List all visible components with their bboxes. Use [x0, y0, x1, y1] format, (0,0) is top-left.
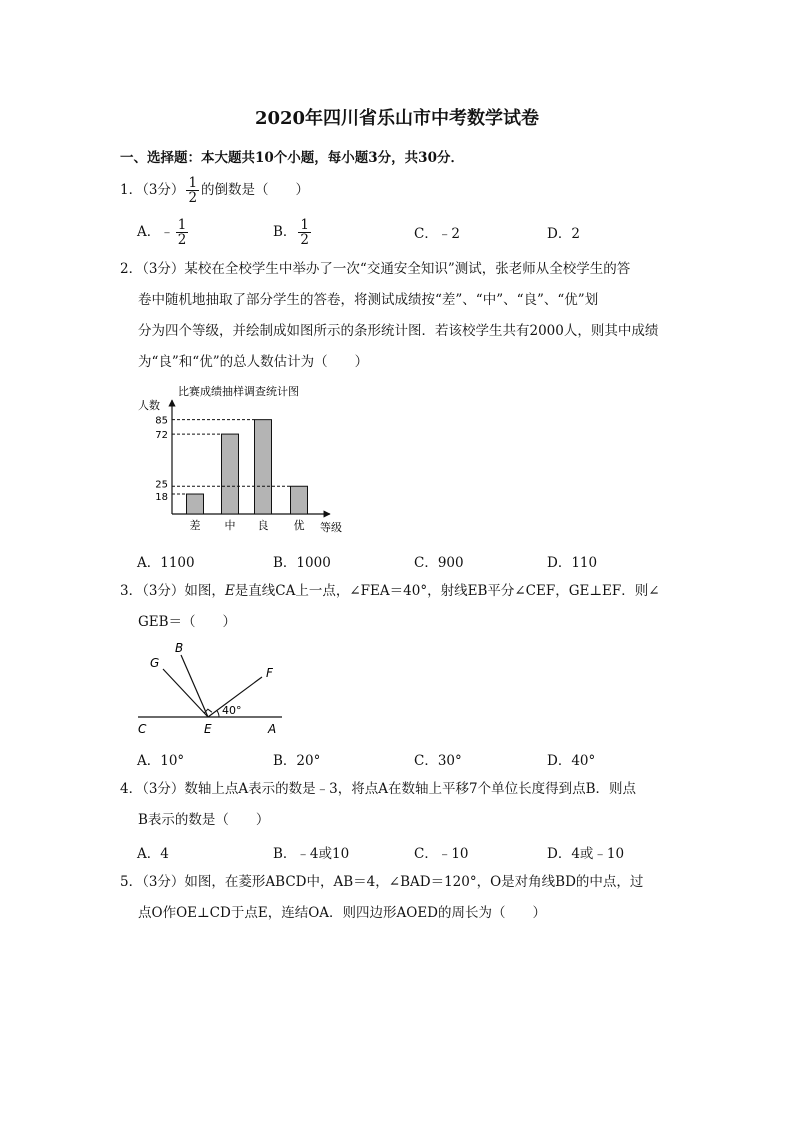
label-a: A	[268, 722, 277, 736]
q3-option-d: D．40°	[547, 753, 596, 769]
q4-option-b: B．﹣4或10	[273, 846, 350, 862]
q4-option-c: C．﹣10	[414, 846, 469, 862]
question-2-line-4: 为“良”和“优”的总人数估计为（ ）	[138, 354, 369, 370]
question-2-line-2: 卷中随机地抽取了部分学生的答卷，将测试成绩按“差”、“中”、“良”、“优”划	[138, 292, 599, 308]
q4-option-a: A．4	[137, 846, 169, 862]
fraction-denominator: 2	[300, 232, 310, 248]
label-b: B	[175, 641, 184, 655]
category-label-1: 差	[189, 519, 201, 532]
q3-option-a: A．10°	[137, 753, 185, 769]
question-3-rest: 是直线CA上一点，∠FEA＝40°，射线EB平分∠CEF，GE⊥EF．则∠	[234, 583, 660, 599]
bar-chart	[130, 378, 360, 543]
fraction-denominator: 2	[188, 190, 198, 206]
option-label: A．	[137, 224, 161, 240]
option-sign: ﹣	[160, 224, 174, 240]
q1-option-d: D．2	[547, 226, 580, 242]
q4-option-d: D．4或﹣10	[547, 846, 625, 862]
question-2-line-1: 2．（3分）某校在全校学生中举办了一次“交通安全知识”测试，张老师从全校学生的答	[120, 261, 631, 277]
question-5-line-2: 点O作OE⊥CD于点E，连结OA．则四边形AOED的周长为（ ）	[138, 905, 547, 921]
category-label-2: 中	[224, 519, 236, 532]
q1-option-b-fraction	[298, 218, 311, 247]
angle-figure	[130, 636, 300, 742]
option-label: B．	[273, 224, 297, 240]
question-4-line-1: 4．（3分）数轴上点A表示的数是﹣3，将点A在数轴上平移7个单位长度得到点B．则点	[120, 781, 637, 797]
question-3-line-1	[120, 582, 660, 600]
bar-3	[255, 420, 272, 514]
q2-option-b: B．1000	[273, 555, 331, 571]
page-title: 2020年四川省乐山市中考数学试卷	[254, 108, 540, 129]
fraction-numerator: 1	[188, 175, 198, 191]
question-1-prefix: 1．（3分）	[120, 182, 185, 198]
y-tick-label-4: 85	[155, 415, 168, 427]
question-1-fraction	[186, 176, 199, 205]
question-1	[120, 176, 309, 205]
ray-eg	[163, 669, 208, 717]
q1-option-a-fraction	[176, 218, 189, 247]
y-tick-label-3: 72	[155, 430, 168, 442]
y-tick-label-2: 25	[155, 479, 168, 491]
label-f: F	[266, 666, 273, 680]
fraction-numerator: 1	[300, 217, 310, 233]
question-4-line-2: B表示的数是（ ）	[138, 812, 270, 828]
bar-2	[222, 434, 239, 514]
chart-title: 比赛成绩抽样调查统计图	[178, 385, 299, 398]
bar-4	[291, 486, 308, 514]
category-label-4: 优	[293, 519, 305, 532]
section-heading: 一、选择题：本大题共10个小题，每小题3分，共30分．	[120, 150, 464, 166]
q2-option-a: A．1100	[137, 555, 195, 571]
angle-label: 40°	[222, 704, 242, 717]
fraction-numerator: 1	[177, 217, 187, 233]
label-c: C	[138, 722, 147, 736]
ray-eb	[181, 655, 208, 717]
question-1-text: 的倒数是（ ）	[201, 182, 310, 198]
y-tick-label-1: 18	[155, 492, 168, 504]
q3-option-b: B．20°	[273, 753, 321, 769]
q2-option-c: C．900	[414, 555, 464, 571]
label-e: E	[204, 722, 212, 736]
y-axis-label: 人数	[138, 399, 160, 412]
question-3-line-2: GEB＝（ ）	[138, 614, 237, 630]
bar-1	[187, 494, 204, 514]
label-g: G	[150, 656, 160, 670]
point-e-label: E	[224, 583, 235, 599]
question-3-prefix: 3．（3分）如图，	[120, 583, 225, 599]
category-label-3: 良	[257, 519, 269, 532]
angle-arc	[217, 710, 219, 717]
question-5-line-1: 5．（3分）如图，在菱形ABCD中，AB＝4，∠BAD＝120°，O是对角线BD的中点，过	[120, 874, 644, 890]
q1-option-a	[137, 218, 190, 247]
q1-option-c: C．﹣2	[414, 226, 460, 242]
question-2-line-3: 分为四个等级，并绘制成如图所示的条形统计图．若该校学生共有2000人，则其中成绩	[138, 323, 659, 339]
q3-option-c: C．30°	[414, 753, 462, 769]
x-axis-label: 等级	[320, 521, 342, 534]
q2-option-d: D．110	[547, 555, 598, 571]
q1-option-b	[273, 218, 313, 247]
fraction-denominator: 2	[177, 232, 187, 248]
